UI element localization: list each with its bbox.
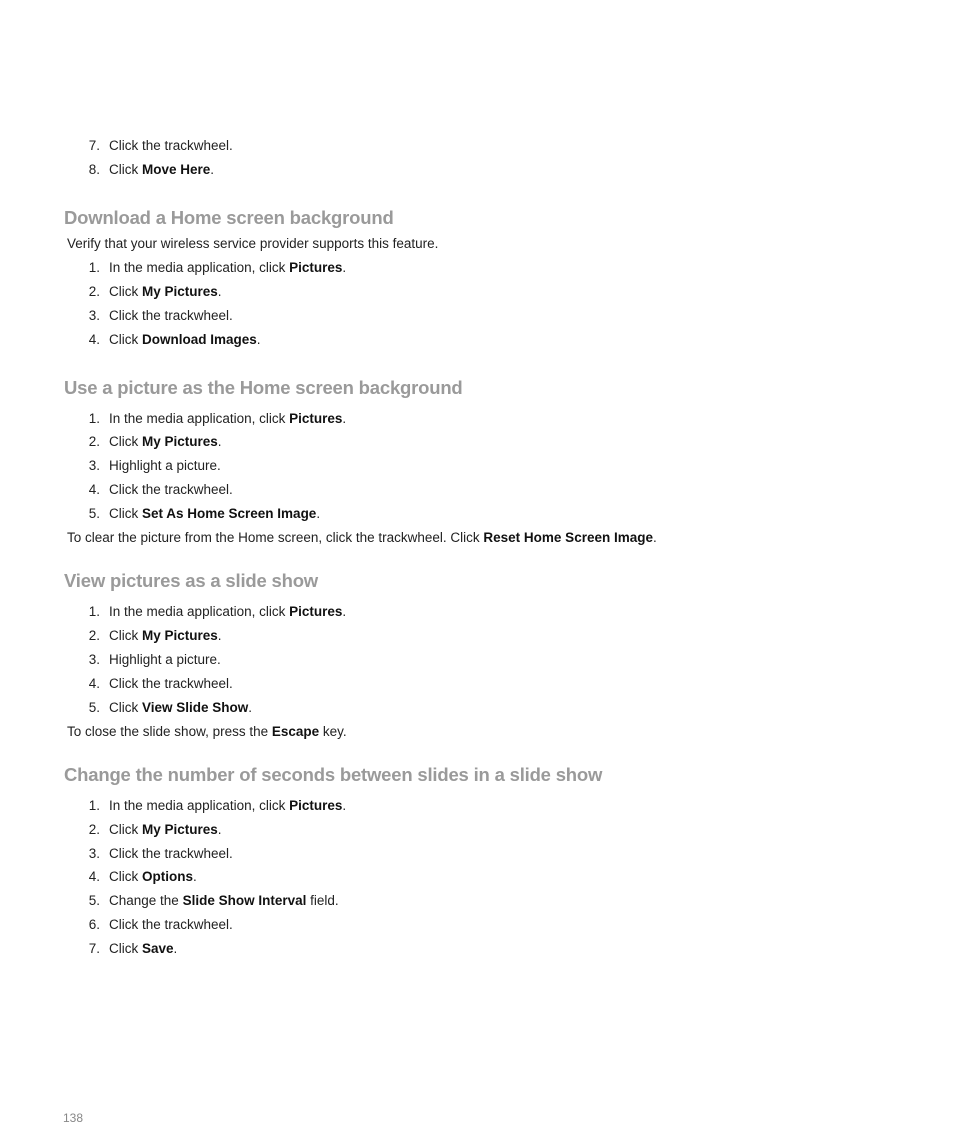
step-number: 5. <box>88 506 100 521</box>
step-number: 1. <box>88 411 100 426</box>
step-text: Click Save. <box>109 941 178 956</box>
step-text: Click View Slide Show. <box>109 700 253 715</box>
step-number: 2. <box>88 434 100 449</box>
step-number: 1. <box>88 260 100 275</box>
step-number: 4. <box>88 482 100 497</box>
step-number: 1. <box>88 798 100 813</box>
step-number: 3. <box>88 458 100 473</box>
step-text: Click Move Here. <box>109 162 215 177</box>
step-number: 8. <box>88 162 100 177</box>
step-number: 7. <box>88 138 100 153</box>
step-text: Highlight a picture. <box>109 458 221 473</box>
section-note: Verify that your wireless service provider supports this feature. <box>67 236 439 251</box>
step-text: In the media application, click Pictures. <box>109 798 347 813</box>
page-number: 138 <box>63 1111 84 1125</box>
step-text: Click the trackwheel. <box>109 138 233 153</box>
step-number: 1. <box>88 604 100 619</box>
section-heading-slide-interval: Change the number of seconds between slides in a slide show <box>64 764 603 785</box>
step-text: Click Download Images. <box>109 332 261 347</box>
step-number: 2. <box>88 628 100 643</box>
step-number: 7. <box>88 941 100 956</box>
section-note: To close the slide show, press the Escape key. <box>67 724 347 739</box>
step-text: Highlight a picture. <box>109 652 221 667</box>
step-text: Click the trackwheel. <box>109 917 233 932</box>
step-number: 4. <box>88 869 100 884</box>
step-text: Click the trackwheel. <box>109 676 233 691</box>
step-text: In the media application, click Pictures. <box>109 604 347 619</box>
section-note: To clear the picture from the Home screen, click the trackwheel. Click Reset Home Screen Image. <box>67 530 657 545</box>
step-number: 5. <box>88 700 100 715</box>
step-number: 4. <box>88 332 100 347</box>
step-text: Change the Slide Show Interval field. <box>109 893 339 908</box>
step-text: Click My Pictures. <box>109 628 222 643</box>
step-text: Click the trackwheel. <box>109 308 233 323</box>
step-number: 3. <box>88 308 100 323</box>
step-number: 2. <box>88 822 100 837</box>
step-number: 3. <box>88 846 100 861</box>
step-text: Click the trackwheel. <box>109 482 233 497</box>
section-heading-download: Download a Home screen background <box>64 207 394 228</box>
step-text: Click the trackwheel. <box>109 846 233 861</box>
step-text: Click Options. <box>109 869 197 884</box>
step-text: Click My Pictures. <box>109 284 222 299</box>
step-number: 3. <box>88 652 100 667</box>
step-text: Click My Pictures. <box>109 822 222 837</box>
step-number: 2. <box>88 284 100 299</box>
step-number: 5. <box>88 893 100 908</box>
step-text: Click Set As Home Screen Image. <box>109 506 321 521</box>
step-number: 4. <box>88 676 100 691</box>
section-heading-slide-show: View pictures as a slide show <box>64 570 318 591</box>
step-number: 6. <box>88 917 100 932</box>
step-text: In the media application, click Pictures. <box>109 411 347 426</box>
section-heading-use-picture: Use a picture as the Home screen background <box>64 377 463 398</box>
step-text: In the media application, click Pictures. <box>109 260 347 275</box>
step-text: Click My Pictures. <box>109 434 222 449</box>
